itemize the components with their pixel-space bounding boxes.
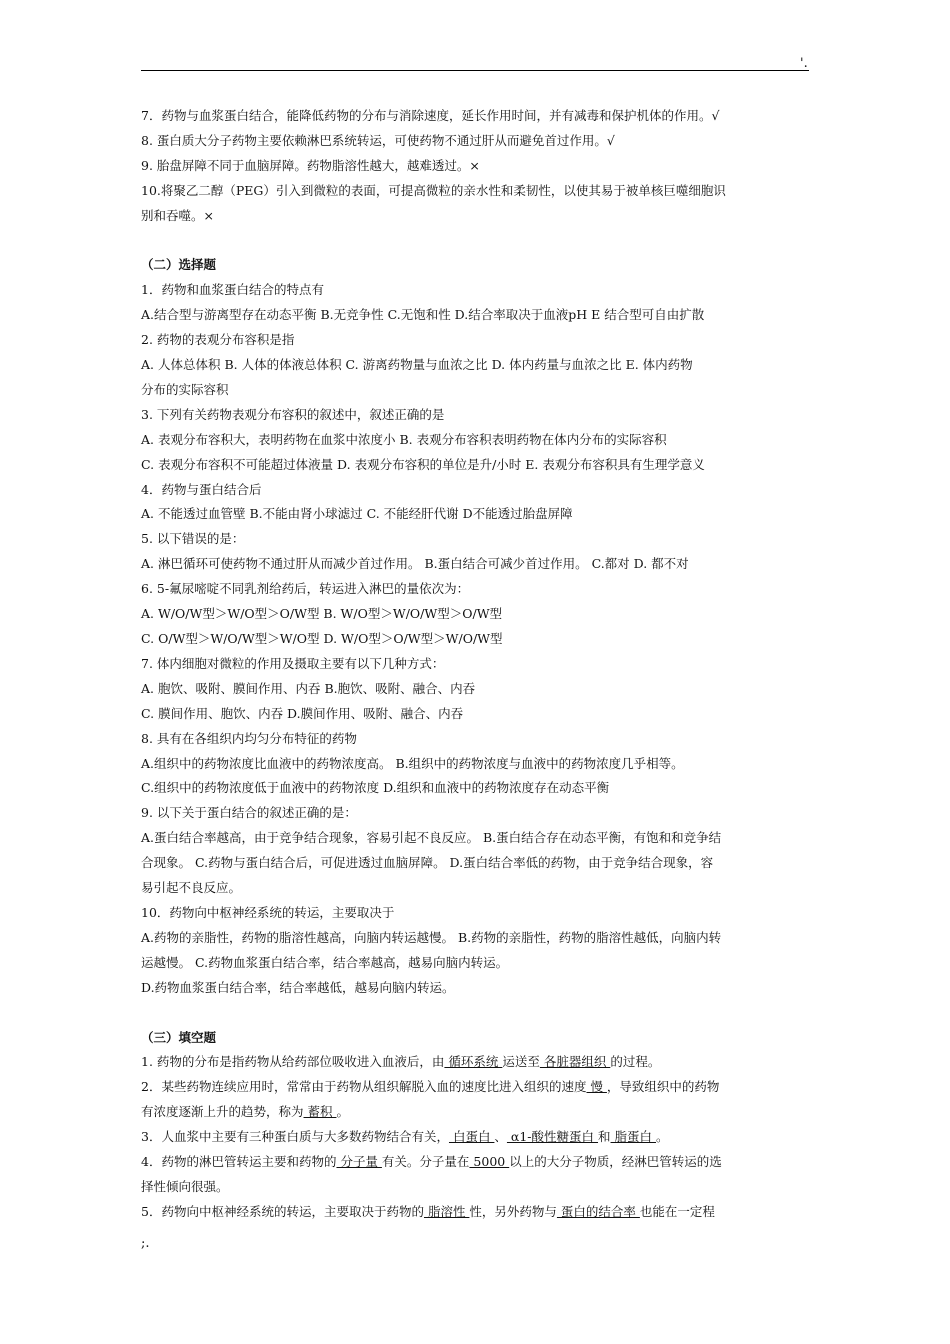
text: 1. 药物的分布是指药物从给药部位吸收进入血液后，由 bbox=[141, 1054, 445, 1070]
choice-line: C.组织中的药物浓度低于血液中的药物浓度 D.组织和血液中的药物浓度存在动态平衡 bbox=[141, 780, 610, 796]
answer-blank: 循环系统 bbox=[444, 1054, 503, 1070]
fill-question-4-cont: 择性倾向很强。 bbox=[141, 1178, 229, 1194]
choice-line: A. 表观分布容积大，表明药物在血浆中浓度小 B. 表观分布容积表明药物在体内分布的实际容积 bbox=[141, 431, 667, 447]
choice-line: A.结合型与游离型存在动态平衡 B.无竞争性 C.无饱和性 D.结合率取决于血液pH E 结合型可自由扩散 bbox=[141, 307, 705, 323]
text: 5．药物向中枢神经系统的转运，主要取决于药物的 bbox=[141, 1203, 424, 1219]
choice-line: 易引起不良反应。 bbox=[141, 880, 242, 896]
choice-line: 1．药物和血浆蛋白结合的特点有 bbox=[141, 282, 324, 298]
choice-line: 2. 药物的表观分布容积是指 bbox=[141, 332, 295, 348]
fill-question-5 bbox=[141, 1200, 813, 1225]
text: ，导致组织中的药物 bbox=[606, 1079, 720, 1095]
page-body bbox=[141, 104, 813, 1225]
choice-line: 8. 具有在各组织内均匀分布特征的药物 bbox=[141, 730, 357, 746]
text: 的过程。 bbox=[610, 1054, 661, 1070]
judgment-line: 7．药物与血浆蛋白结合，能降低药物的分布与消除速度，延长作用时间，并有减毒和保护机体的作用。√ bbox=[141, 108, 720, 123]
choice-line: A. 不能透过血管壁 B.不能由肾小球滤过 C. 不能经肝代谢 D不能透过胎盘屏障 bbox=[141, 506, 573, 522]
choice-line: C. 表观分布容积不可能超过体液量 D. 表观分布容积的单位是升/小时 E. 表观分布容积具有生理学意义 bbox=[141, 456, 705, 472]
fill-question-2-cont bbox=[141, 1100, 813, 1125]
answer-blank: 脂蛋白 bbox=[610, 1129, 656, 1145]
header-mark: '. bbox=[800, 56, 808, 71]
spacer bbox=[141, 1001, 813, 1026]
text: 也能在一定程 bbox=[639, 1203, 715, 1219]
text: 有关。分子量在 bbox=[381, 1154, 470, 1170]
answer-blank: 慢 bbox=[586, 1079, 607, 1095]
choice-line: A.组织中的药物浓度比血液中的药物浓度高。 B.组织中的药物浓度与血液中的药物浓度几乎相等。 bbox=[141, 755, 684, 771]
spacer bbox=[141, 229, 813, 254]
choice-line: A. 胞饮、吸附、膜间作用、内吞 B.胞饮、吸附、融合、内吞 bbox=[141, 680, 476, 696]
text: 3．人血浆中主要有三种蛋白质与大多数药物结合有关， bbox=[141, 1129, 449, 1145]
choice-line: A. W/O/W型＞W/O型＞O/W型 B. W/O型＞W/O/W型＞O/W型 bbox=[141, 606, 503, 622]
choice-line: A. 人体总体积 B. 人体的体液总体积 C. 游离药物量与血浓之比 D. 体内药量与血浓之比 E. 体内药物 bbox=[141, 357, 693, 373]
choice-line: A. 淋巴循环可使药物不通过肝从而减少首过作用。 B.蛋白结合可减少首过作用。 C.都对 D. 都不对 bbox=[141, 556, 689, 572]
text: 、 bbox=[494, 1129, 507, 1145]
fill-question-3 bbox=[141, 1125, 813, 1150]
choice-line: C. O/W型＞W/O/W型＞W/O型 D. W/O型＞O/W型＞W/O/W型 bbox=[141, 631, 503, 647]
answer-blank: 白蛋白 bbox=[448, 1129, 495, 1145]
section-heading-choice: （二）选择题 bbox=[141, 257, 217, 273]
answer-blank: α1-酸性糖蛋白 bbox=[506, 1129, 599, 1145]
judgment-line: 9. 胎盘屏障不同于血脑屏障。药物脂溶性越大，越难透过。× bbox=[141, 157, 480, 173]
text: 4．药物的淋巴管转运主要和药物的 bbox=[141, 1154, 337, 1170]
answer-blank: 脂溶性 bbox=[423, 1203, 470, 1219]
text: 以上的大分子物质，经淋巴管转运的选 bbox=[509, 1154, 722, 1170]
choice-questions bbox=[141, 278, 813, 1000]
fill-question-1 bbox=[141, 1050, 813, 1075]
choice-line: A.蛋白结合率越高，由于竞争结合现象，容易引起不良反应。 B.蛋白结合存在动态平衡，有饱和和竞争结 bbox=[141, 830, 722, 846]
answer-blank: 蓄积 bbox=[303, 1104, 337, 1120]
choice-line: 7. 体内细胞对微粒的作用及摄取主要有以下几种方式： bbox=[141, 655, 445, 671]
footer-mark: ;. bbox=[141, 1236, 150, 1251]
choice-line: A.药物的亲脂性，药物的脂溶性越高，向脑内转运越慢。 B.药物的亲脂性，药物的脂溶性越低，向脑内转 bbox=[141, 929, 722, 945]
choice-line: 4．药物与蛋白结合后 bbox=[141, 481, 262, 497]
choice-line: 9. 以下关于蛋白结合的叙述正确的是： bbox=[141, 805, 357, 821]
choice-line: 运越慢。 C.药物血浆蛋白结合率，结合率越高，越易向脑内转运。 bbox=[141, 954, 509, 970]
judgment-line: 别和吞噬。× bbox=[141, 207, 214, 223]
text: 有浓度逐渐上升的趋势，称为 bbox=[141, 1104, 304, 1120]
choice-line: 6. 5-氟尿嘧啶不同乳剂给药后，转运进入淋巴的量依次为： bbox=[141, 581, 470, 597]
judgment-line: 8. 蛋白质大分子药物主要依赖淋巴系统转运，可使药物不通过肝从而避免首过作用。√ bbox=[141, 132, 615, 148]
fill-question-4 bbox=[141, 1150, 813, 1175]
choice-line: 分布的实际容积 bbox=[141, 381, 229, 397]
text: 性，另外药物与 bbox=[469, 1203, 557, 1219]
choice-line: D.药物血浆蛋白结合率，结合率越低，越易向脑内转运。 bbox=[141, 979, 455, 995]
text: 和 bbox=[598, 1129, 611, 1145]
text: 。 bbox=[655, 1129, 669, 1145]
judgment-line: 10.将聚乙二醇（PEG）引入到微粒的表面，可提高微粒的亲水性和柔韧性，以使其易于被单核巨噬细胞识 bbox=[141, 182, 726, 198]
fill-question-2 bbox=[141, 1075, 813, 1100]
choice-line: 10．药物向中枢神经系统的转运，主要取决于 bbox=[141, 904, 395, 920]
choice-line: 5. 以下错误的是： bbox=[141, 531, 245, 547]
choice-line: C. 膜间作用、胞饮、内吞 D.膜间作用、吸附、融合、内吞 bbox=[141, 705, 464, 721]
text: 。 bbox=[336, 1104, 349, 1120]
header-rule bbox=[141, 70, 809, 71]
answer-blank: 分子量 bbox=[336, 1154, 382, 1170]
choice-line: 3. 下列有关药物表观分布容积的叙述中，叙述正确的是 bbox=[141, 406, 445, 422]
text: 运送至 bbox=[502, 1054, 540, 1070]
answer-blank: 5000 bbox=[469, 1154, 510, 1170]
answer-blank: 蛋白的结合率 bbox=[556, 1203, 640, 1219]
answer-blank: 各脏器组织 bbox=[539, 1054, 611, 1070]
choice-line: 合现象。 C.药物与蛋白结合后，可促进透过血脑屏障。 D.蛋白结合率低的药物，由于竞争结合现象，容 bbox=[141, 855, 714, 871]
section-heading-fill: （三）填空题 bbox=[141, 1029, 217, 1045]
text: 2．某些药物连续应用时，常常由于药物从组织解脱入血的速度比进入组织的速度 bbox=[141, 1079, 587, 1095]
